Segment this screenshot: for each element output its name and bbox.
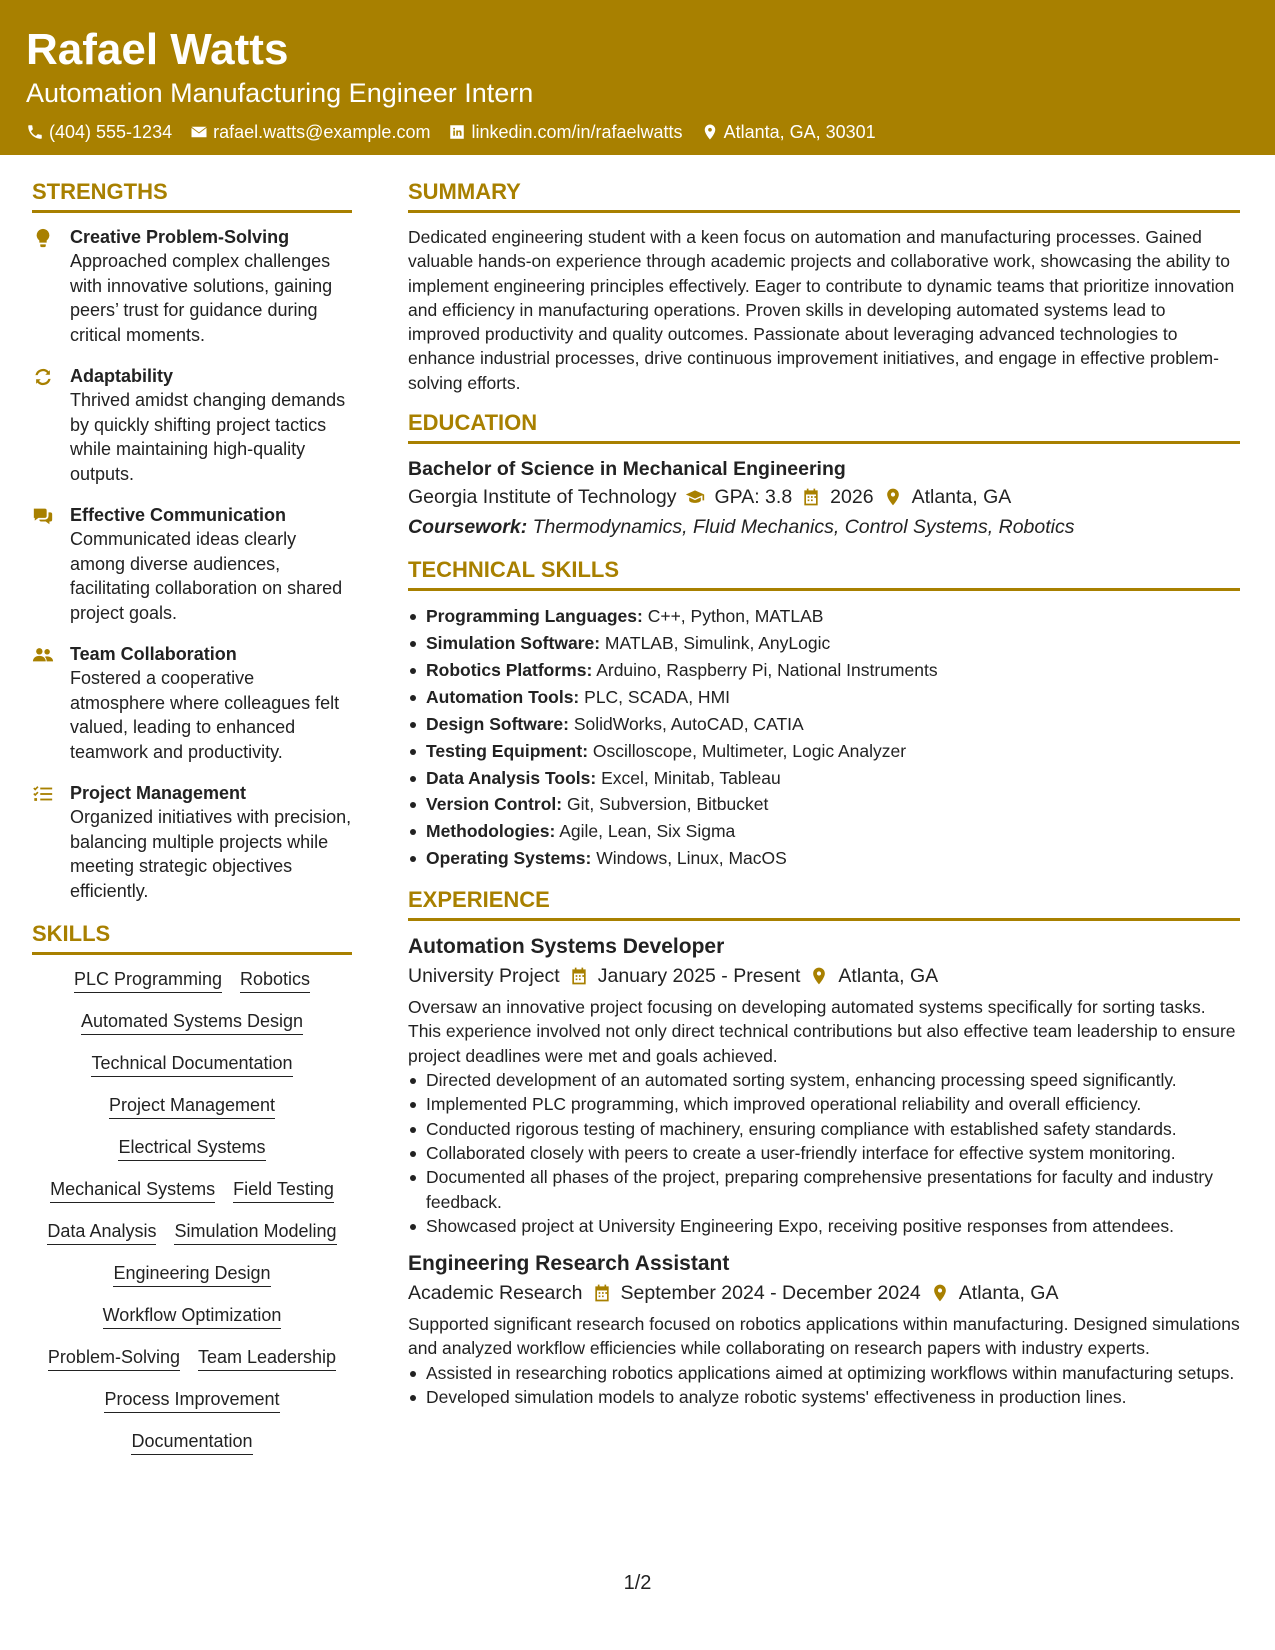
skill-category: Simulation Software: xyxy=(426,632,601,653)
strength-desc: Approached complex challenges with innovative solutions, gaining peers’ trust for guidance during critical moments. xyxy=(70,251,333,345)
skill-tag: Data Analysis xyxy=(47,1219,156,1245)
contact-linkedin[interactable] xyxy=(448,120,682,144)
list-item xyxy=(408,818,1240,845)
list-item: Collaborated closely with peers to create a user-friendly interface for effective system monitoring. xyxy=(408,1141,1240,1165)
technical-skills-heading: TECHNICAL SKILLS xyxy=(408,556,1240,591)
job-meta xyxy=(408,1278,1240,1308)
skill-values: PLC, SCADA, HMI xyxy=(584,686,731,707)
skill-category: Programming Languages: xyxy=(426,606,643,627)
strength-desc: Organized initiatives with precision, balancing multiple projects while meeting strategic objectives efficiently. xyxy=(70,807,352,901)
skill-values: Agile, Lean, Six Sigma xyxy=(559,821,736,842)
job-dates: January 2025 - Present xyxy=(597,965,801,988)
graduation-year: 2026 xyxy=(830,486,874,509)
coursework-label: Coursework: xyxy=(408,516,528,539)
strength-desc: Communicated ideas clearly among diverse audiences, facilitating collaboration on shared project goals. xyxy=(70,529,343,623)
resume-header xyxy=(0,0,1275,155)
job-org: Academic Research xyxy=(408,1282,583,1305)
skill-tag: Field Testing xyxy=(233,1177,334,1203)
calendar-icon xyxy=(569,966,589,986)
skill-tag: Documentation xyxy=(131,1429,252,1455)
skill-tag: Problem-Solving xyxy=(48,1345,180,1371)
comments-icon xyxy=(32,505,54,527)
list-item: Documented all phases of the project, preparing comprehensive presentations for faculty and industry feedback. xyxy=(408,1165,1240,1214)
skill-category: Design Software: xyxy=(426,713,569,734)
education-heading: EDUCATION xyxy=(408,409,1240,444)
job-location: Atlanta, GA xyxy=(838,965,939,988)
job-title: Engineering Research Assistant xyxy=(408,1252,730,1276)
skill-values: Excel, Minitab, Tableau xyxy=(601,767,781,788)
job-dates: September 2024 - December 2024 xyxy=(620,1282,921,1305)
strength-item xyxy=(32,364,352,486)
coursework-line xyxy=(408,512,1240,542)
skill-category: Testing Equipment: xyxy=(426,740,589,761)
skill-tag: Team Leadership xyxy=(198,1345,336,1371)
phone-text: (404) 555-1234 xyxy=(49,122,173,142)
candidate-name: Rafael Watts xyxy=(26,25,289,74)
email-link[interactable]: rafael.watts@example.com xyxy=(213,122,431,142)
location-text: Atlanta, GA, 30301 xyxy=(723,122,876,142)
map-pin-icon xyxy=(809,966,829,986)
strength-item xyxy=(32,225,352,347)
job-bullets xyxy=(408,1361,1240,1410)
job-description: Supported significant research focused on robotics applications within manufacturing. Designed simulations and analyzed workflow efficiencies while collaborating on research papers with industry experts. xyxy=(408,1314,1240,1359)
list-item: Assisted in researching robotics applications aimed at optimizing workflows within manufacturing setups. xyxy=(408,1361,1240,1385)
job-description: Oversaw an innovative project focusing on developing automated systems specifically for sorting tasks. This experience involved not only direct technical contributions but also effective team leadership to ensure project deadlines were met and goals achieved. xyxy=(408,997,1236,1066)
strength-title: Team Collaboration xyxy=(70,644,237,664)
contact-location xyxy=(701,120,876,144)
list-item: Implemented PLC programming, which improved operational reliability and overall efficiency. xyxy=(408,1092,1240,1116)
strength-desc: Thrived amidst changing demands by quickly shifting project tactics while maintaining high-quality outputs. xyxy=(70,390,346,484)
skill-tag: Process Improvement xyxy=(104,1387,279,1413)
left-column xyxy=(32,178,352,1471)
skill-category: Operating Systems: xyxy=(426,848,592,869)
experience-heading: EXPERIENCE xyxy=(408,886,1240,921)
strength-item xyxy=(32,642,352,764)
skill-tag: Automated Systems Design xyxy=(81,1009,303,1035)
job-location: Atlanta, GA xyxy=(958,1282,1059,1305)
degree-title: Bachelor of Science in Mechanical Engineering xyxy=(408,458,846,481)
contact-bar xyxy=(26,120,1249,144)
map-pin-icon xyxy=(930,1283,950,1303)
contact-phone xyxy=(26,120,172,144)
tasks-icon xyxy=(32,783,54,805)
skill-tag: Technical Documentation xyxy=(91,1051,292,1077)
skill-values: C++, Python, MATLAB xyxy=(647,606,824,627)
summary-text: Dedicated engineering student with a keen focus on automation and manufacturing processes. Gained valuable hands-on experience through academic projects and collaborative work, showcasing the ability to implement engineering principles effectively. Eager to contribute to dynamic teams that prioritize innovation and efficiency in manufacturing operations. Proven skills in developing automated systems lead to improved productivity and quality outcomes. Passionate about leveraging advanced technologies to enhance industrial processes, drive continuous improvement initiatives, and engage in effective problem-solving efforts. xyxy=(408,227,1235,393)
education-meta xyxy=(408,482,1240,512)
skill-category: Version Control: xyxy=(426,794,563,815)
coursework-text: Thermodynamics, Fluid Mechanics, Control Systems, Robotics xyxy=(532,516,1075,539)
list-item: Conducted rigorous testing of machinery, ensuring compliance with established safety standards. xyxy=(408,1117,1240,1141)
summary-heading: SUMMARY xyxy=(408,178,1240,213)
technical-skills-list xyxy=(408,603,1240,872)
skill-category: Robotics Platforms: xyxy=(426,659,593,680)
strength-desc: Fostered a cooperative atmosphere where colleagues felt valued, leading to enhanced teamwork and productivity. xyxy=(70,668,340,762)
linkedin-icon xyxy=(448,123,466,141)
education-location: Atlanta, GA xyxy=(911,486,1012,509)
list-item xyxy=(408,657,1240,684)
linkedin-link[interactable]: linkedin.com/in/rafaelwatts xyxy=(471,122,683,142)
map-pin-icon xyxy=(883,487,903,507)
education-section xyxy=(408,409,1240,542)
skill-tag: Robotics xyxy=(240,967,310,993)
skill-tag: Project Management xyxy=(109,1093,275,1119)
phone-icon xyxy=(26,123,44,141)
skill-category: Methodologies: xyxy=(426,821,556,842)
skill-values: Oscilloscope, Multimeter, Logic Analyzer xyxy=(592,740,907,761)
strength-title: Project Management xyxy=(70,783,247,803)
contact-email[interactable] xyxy=(190,120,430,144)
job-meta xyxy=(408,961,1240,991)
strength-item xyxy=(32,781,352,903)
list-item xyxy=(408,738,1240,765)
job-org: University Project xyxy=(408,965,560,988)
list-item xyxy=(408,711,1240,738)
skill-values: MATLAB, Simulink, AnyLogic xyxy=(604,632,831,653)
skills-heading: SKILLS xyxy=(32,920,352,955)
skill-tag: Engineering Design xyxy=(113,1261,270,1287)
right-column xyxy=(408,178,1240,1423)
list-item: Showcased project at University Engineering Expo, receiving positive responses from attendees. xyxy=(408,1214,1240,1238)
lightbulb-icon xyxy=(32,227,54,249)
skill-tag: Workflow Optimization xyxy=(103,1303,282,1329)
calendar-icon xyxy=(592,1283,612,1303)
experience-section xyxy=(408,886,1240,1409)
skill-values: Windows, Linux, MacOS xyxy=(596,848,787,869)
job-entry xyxy=(408,1250,1240,1409)
skill-values: SolidWorks, AutoCAD, CATIA xyxy=(573,713,804,734)
job-title: Automation Systems Developer xyxy=(408,935,725,959)
skill-tag: Simulation Modeling xyxy=(174,1219,336,1245)
skills-cloud xyxy=(32,967,352,1455)
skill-category: Data Analysis Tools: xyxy=(426,767,597,788)
job-entry xyxy=(408,933,1240,1238)
envelope-icon xyxy=(190,123,208,141)
strength-title: Effective Communication xyxy=(70,505,287,525)
skill-values: Git, Subversion, Bitbucket xyxy=(567,794,769,815)
strength-item xyxy=(32,503,352,625)
list-item xyxy=(408,684,1240,711)
page-number: 1/2 xyxy=(623,1572,652,1594)
skill-tag: Electrical Systems xyxy=(118,1135,265,1161)
strength-title: Adaptability xyxy=(70,366,174,386)
strengths-heading: STRENGTHS xyxy=(32,178,352,213)
list-item: Directed development of an automated sorting system, enhancing processing speed significantly. xyxy=(408,1068,1240,1092)
calendar-icon xyxy=(801,487,821,507)
graduation-cap-icon xyxy=(685,487,705,507)
refresh-icon xyxy=(32,366,54,388)
strength-title: Creative Problem-Solving xyxy=(70,227,290,247)
map-pin-icon xyxy=(701,123,719,141)
users-icon xyxy=(32,644,54,666)
school-name: Georgia Institute of Technology xyxy=(408,486,677,509)
job-bullets xyxy=(408,1068,1240,1238)
skill-tag: Mechanical Systems xyxy=(50,1177,215,1203)
technical-skills-section xyxy=(408,556,1240,872)
list-item xyxy=(408,765,1240,792)
gpa-text: GPA: 3.8 xyxy=(714,486,793,509)
list-item xyxy=(408,603,1240,630)
list-item xyxy=(408,630,1240,657)
strengths-list xyxy=(32,225,352,903)
summary-section xyxy=(408,178,1240,395)
candidate-role: Automation Manufacturing Engineer Intern xyxy=(26,78,534,108)
skill-tag: PLC Programming xyxy=(74,967,222,993)
list-item xyxy=(408,845,1240,872)
skill-category: Automation Tools: xyxy=(426,686,580,707)
list-item: Developed simulation models to analyze robotic systems' effectiveness in production lines. xyxy=(408,1385,1240,1409)
list-item xyxy=(408,791,1240,818)
skill-values: Arduino, Raspberry Pi, National Instruments xyxy=(596,659,938,680)
